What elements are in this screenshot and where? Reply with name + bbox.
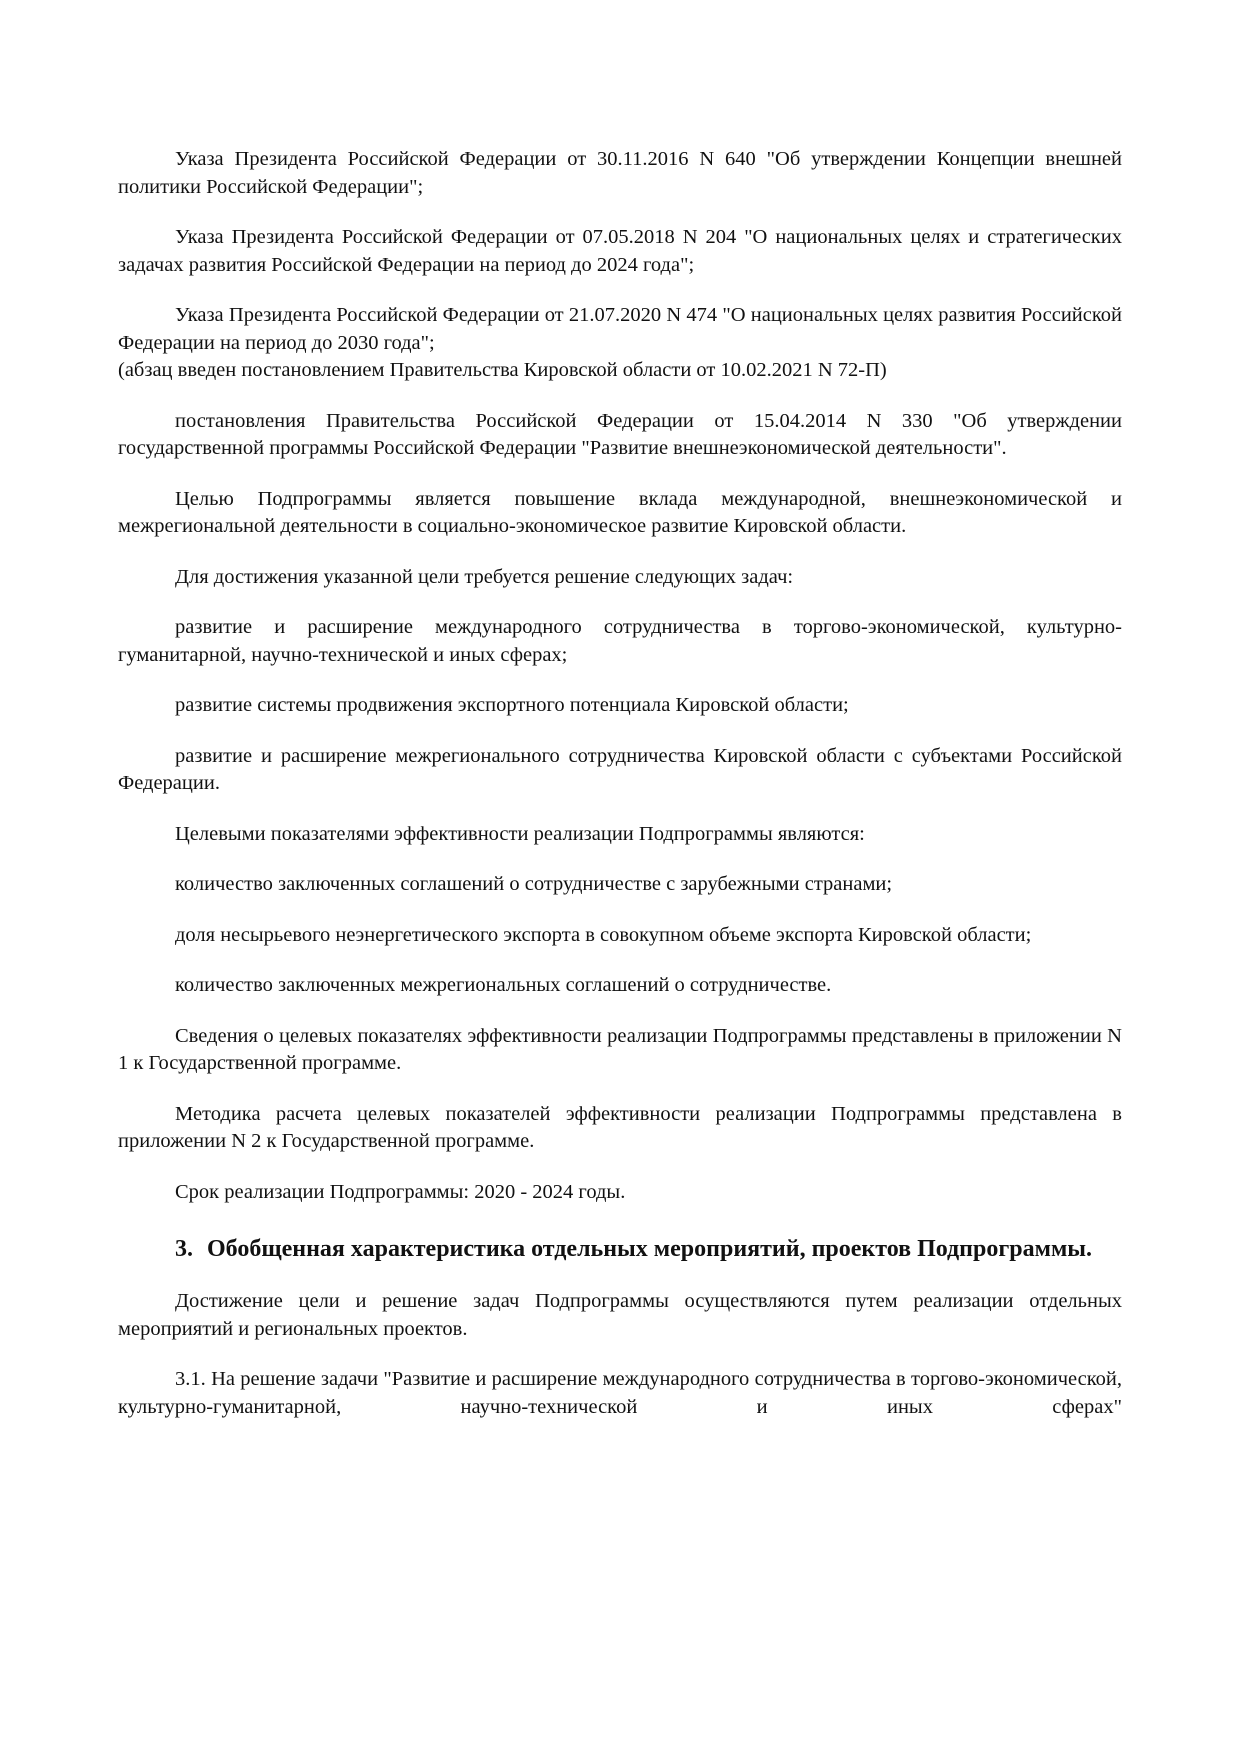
task-item: развитие системы продвижения экспортного потенциала Кировской области; <box>175 694 849 716</box>
section-title: Обобщенная характеристика отдельных мероприятий, проектов Подпрограммы. <box>207 1236 1093 1262</box>
indicator-item: доля несырьевого неэнергетического экспорта в совокупном объеме экспорта Кировской области; <box>175 923 1032 946</box>
section-heading <box>118 1233 1122 1265</box>
indicator-item: количество заключенных соглашений о сотрудничестве с зарубежными странами; <box>175 873 893 895</box>
document-page <box>118 146 1122 1421</box>
paragraph-section-intro: Достижение цели и решение задач Подпрограммы осуществляются путем реализации отдельных мероприятий и региональных проектов. <box>118 1290 1122 1340</box>
paragraph-appendix-2: Методика расчета целевых показателей эффективности реализации Подпрограммы представлена в приложении N 2 к Государственной программе. <box>118 1102 1122 1152</box>
paragraph-decree-474 <box>118 302 1122 385</box>
paragraph-resolution-330: постановления Правительства Российской Федерации от 15.04.2014 N 330 "Об утверждении государственной программы Российской Федерации "Развитие внешнеэкономической деятельности". <box>118 409 1122 459</box>
section-number: 3. <box>175 1236 193 1262</box>
paragraph-3-1: 3.1. На решение задачи "Развитие и расширение международного сотрудничества в торгово-экономической, культурно-гуманитарной, научно-технической и иных сферах" <box>118 1368 1122 1418</box>
paragraph-decree-204: Указа Президента Российской Федерации от 07.05.2018 N 204 "О национальных целях и стратегических задачах развития Российской Федерации на период до 2024 года"; <box>118 226 1122 276</box>
indicator-item: количество заключенных межрегиональных соглашений о сотрудничестве. <box>175 974 832 996</box>
paragraph-term: Срок реализации Подпрограммы: 2020 - 2024 годы. <box>175 1180 626 1203</box>
paragraph-decree-640: Указа Президента Российской Федерации от 30.11.2016 N 640 "Об утверждении Концепции внешней политики Российской Федерации"; <box>118 148 1122 198</box>
paragraph-indicators-intro: Целевыми показателями эффективности реализации Подпрограммы являются: <box>175 822 865 845</box>
amendment-note: (абзац введен постановлением Правительства Кировской области от 10.02.2021 N 72-П) <box>118 359 887 381</box>
paragraph-goal: Целью Подпрограммы является повышение вклада международной, внешнеэкономической и межрегиональной деятельности в социально-экономическое развитие Кировской области. <box>118 487 1122 537</box>
task-item: развитие и расширение межрегионального сотрудничества Кировской области с субъектами Российской Федерации. <box>118 744 1122 794</box>
task-item: развитие и расширение международного сотрудничества в торгово-экономической, культурно-гуманитарной, научно-технической и иных сферах; <box>118 616 1122 666</box>
paragraph-decree-474-text: Указа Президента Российской Федерации от 21.07.2020 N 474 "О национальных целях развития Российской Федерации на период до 2030 года"; <box>118 304 1122 354</box>
paragraph-tasks-intro: Для достижения указанной цели требуется решение следующих задач: <box>175 565 794 588</box>
paragraph-appendix-1: Сведения о целевых показателях эффективности реализации Подпрограммы представлены в приложении N 1 к Государственной программе. <box>118 1024 1122 1074</box>
